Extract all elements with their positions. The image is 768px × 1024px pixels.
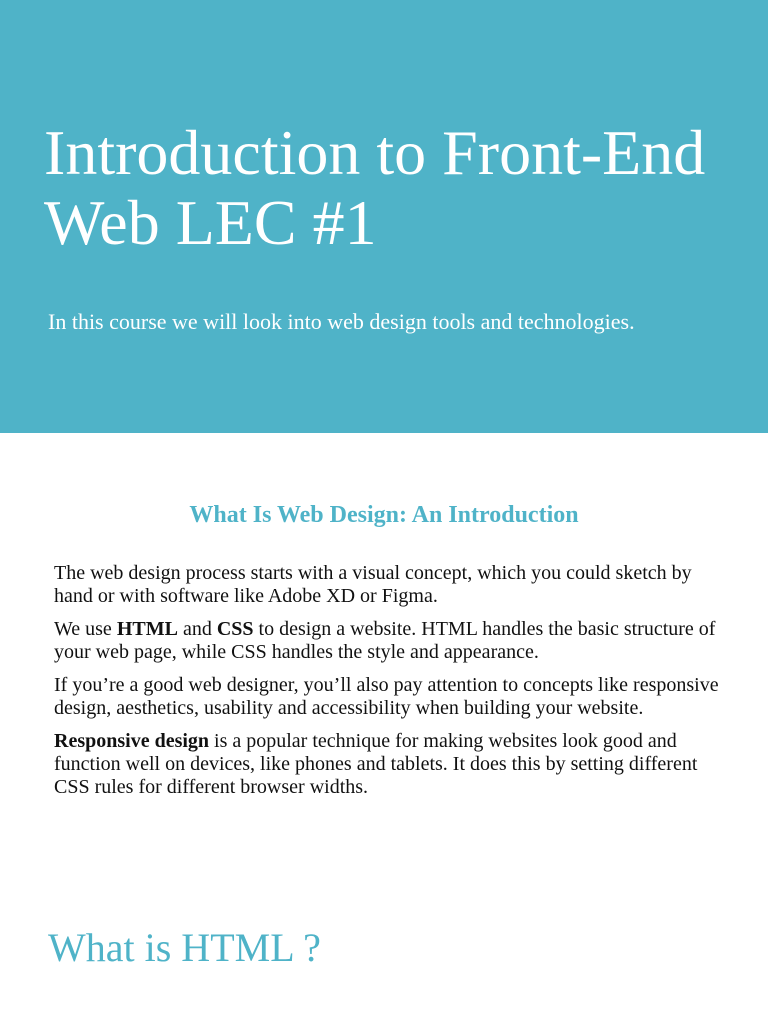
paragraph-html-css <box>54 618 734 664</box>
paragraph-good-designer: If you’re a good web designer, you’ll also pay attention to concepts like responsive design, aesthetics, usability and accessibility when building your website. <box>54 674 719 719</box>
text-run: to design a website. HTML handles the basic structure of your web page, while CSS handles the style and appearance. <box>54 618 716 663</box>
html-term: HTML <box>116 618 178 640</box>
header-banner <box>0 0 768 433</box>
paragraph-visual-concept: The web design process starts with a visual concept, which you could sketch by hand or with software like Adobe XD or Figma. <box>54 562 692 607</box>
section-heading: What Is Web Design: An Introduction <box>189 502 579 528</box>
page-subtitle: In this course we will look into web design tools and technologies. <box>48 309 635 334</box>
what-is-html-heading: What is HTML ? <box>48 925 321 970</box>
text-run: and <box>177 618 217 640</box>
text-run: is a popular technique for making websites look good and function well on devices, like phones and tablets. It does this by setting different CSS rules for different browser widths. <box>54 730 698 798</box>
paragraph-responsive-design <box>54 730 734 799</box>
text-run: We use <box>54 618 117 640</box>
section-body <box>54 562 734 809</box>
responsive-design-term: Responsive design <box>54 730 210 752</box>
page-title: Introduction to Front-End Web LEC #1 <box>44 117 706 258</box>
css-term: CSS <box>216 618 254 640</box>
